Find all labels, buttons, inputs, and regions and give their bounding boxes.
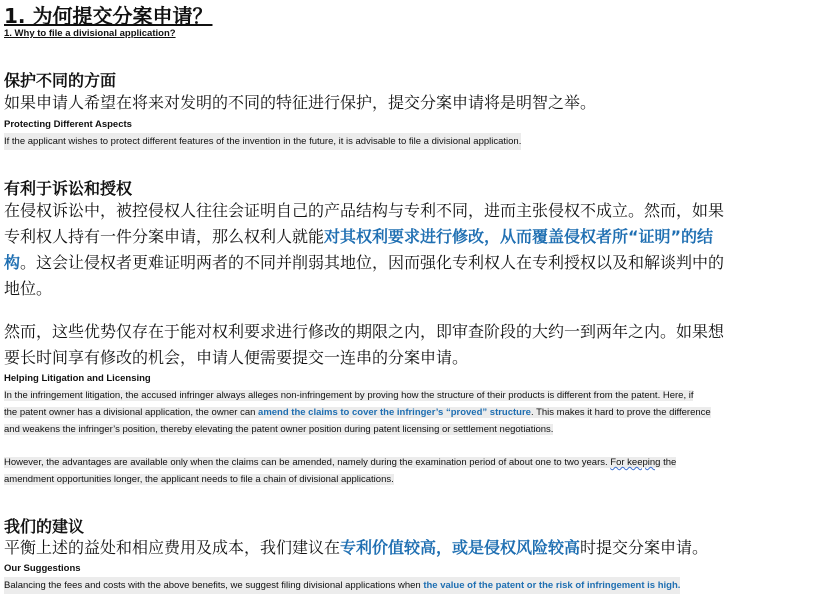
litigation-en2-line2: amendment opportunities longer, the applicant needs to file a chain of divisional applications.	[4, 474, 394, 485]
litigation-en1-line1: In the infringement litigation, the accused infringer always alleges non-infringement by proving how the structure of their products is different from the patent. Here, if	[4, 390, 694, 401]
litigation-p1-highlight: 对其权利要求进行修改，从而覆盖侵权者所“证明”的结	[324, 227, 714, 246]
litigation-en2-line1-text: However, the advantages are available only when the claims can be amended, namely during the examination period of about one to two years.	[4, 457, 611, 468]
section-title-en: 1. Why to file a divisional application?	[4, 28, 176, 39]
litigation-paragraph1-zh	[4, 198, 804, 302]
litigation-p1-line2-text: 专利权人持有一件分案申请，那么权利人就能	[4, 227, 325, 246]
litigation-en1-line2-end: . This makes it hard to prove the difference	[530, 407, 711, 418]
suggestions-text-en	[4, 577, 680, 594]
suggestions-heading-zh: 我们的建议	[4, 517, 85, 536]
section-title-zh: 1. 为何提交分案申请？	[4, 4, 213, 28]
suggestions-text-zh-post: 时提交分案申请。	[580, 538, 709, 557]
litigation-heading-en: Helping Litigation and Licensing	[4, 373, 151, 384]
suggestions-highlight-zh: 专利价值较高，或是侵权风险较高	[340, 538, 581, 557]
suggestions-text-zh	[4, 535, 708, 561]
litigation-p1-line4: 地位。	[4, 279, 53, 298]
litigation-en1-line2-text: the patent owner has a divisional application, the owner can	[4, 407, 259, 418]
litigation-paragraph2-en	[4, 454, 810, 488]
litigation-p2-line2: 要长时间享有修改的机会，申请人便需要提交一连串的分案申请。	[4, 348, 469, 367]
suggestions-heading-en: Our Suggestions	[4, 563, 81, 574]
litigation-heading-zh: 有利于诉讼和授权	[4, 179, 133, 198]
litigation-p1-line3-text: 。这会让侵权者更难证明两者的不同并削弱其地位，因而强化专利权人在专利授权以及和解谈判中的	[20, 253, 725, 272]
litigation-p1-line2	[4, 224, 804, 250]
protect-text-en: If the applicant wishes to protect different features of the invention in the future, it is advisable to file a divisional application.	[4, 133, 521, 150]
spellcheck-flag[interactable]: For keeping	[610, 457, 661, 468]
litigation-p1-highlight-end: 构	[4, 253, 21, 272]
litigation-en1-line3: and weakens the infringer’s position, thereby elevating the patent owner position during patent licensing or settlement negotiations.	[4, 424, 554, 435]
litigation-paragraph1-en	[4, 387, 810, 438]
litigation-paragraph2-zh	[4, 319, 804, 371]
litigation-en1-highlight: amend the claims to cover the infringer’s “proved” structure	[258, 407, 531, 418]
litigation-en2-line1-end: the	[660, 457, 677, 468]
suggestions-text-en-pre: Balancing the fees and costs with the above benefits, we suggest filing divisional applications when	[4, 580, 424, 591]
protect-heading-en: Protecting Different Aspects	[4, 119, 132, 130]
litigation-p2-line1: 然而，这些优势仅存在于能对权利要求进行修改的期限之内，即审查阶段的大约一到两年之内。如果想	[4, 322, 725, 341]
litigation-p1-line1: 在侵权诉讼中，被控侵权人往往会证明自己的产品结构与专利不同，进而主张侵权不成立。然而，如果	[4, 201, 725, 220]
litigation-p1-line3	[4, 250, 804, 276]
protect-text-zh: 如果申请人希望在将来对发明的不同的特征进行保护，提交分案申请将是明智之举。	[4, 93, 597, 112]
suggestions-text-zh-pre: 平衡上述的益处和相应费用及成本，我们建议在	[4, 538, 341, 557]
suggestions-highlight-en: the value of the patent or the risk of infringement is high.	[423, 580, 681, 591]
protect-heading-zh: 保护不同的方面	[4, 71, 117, 90]
